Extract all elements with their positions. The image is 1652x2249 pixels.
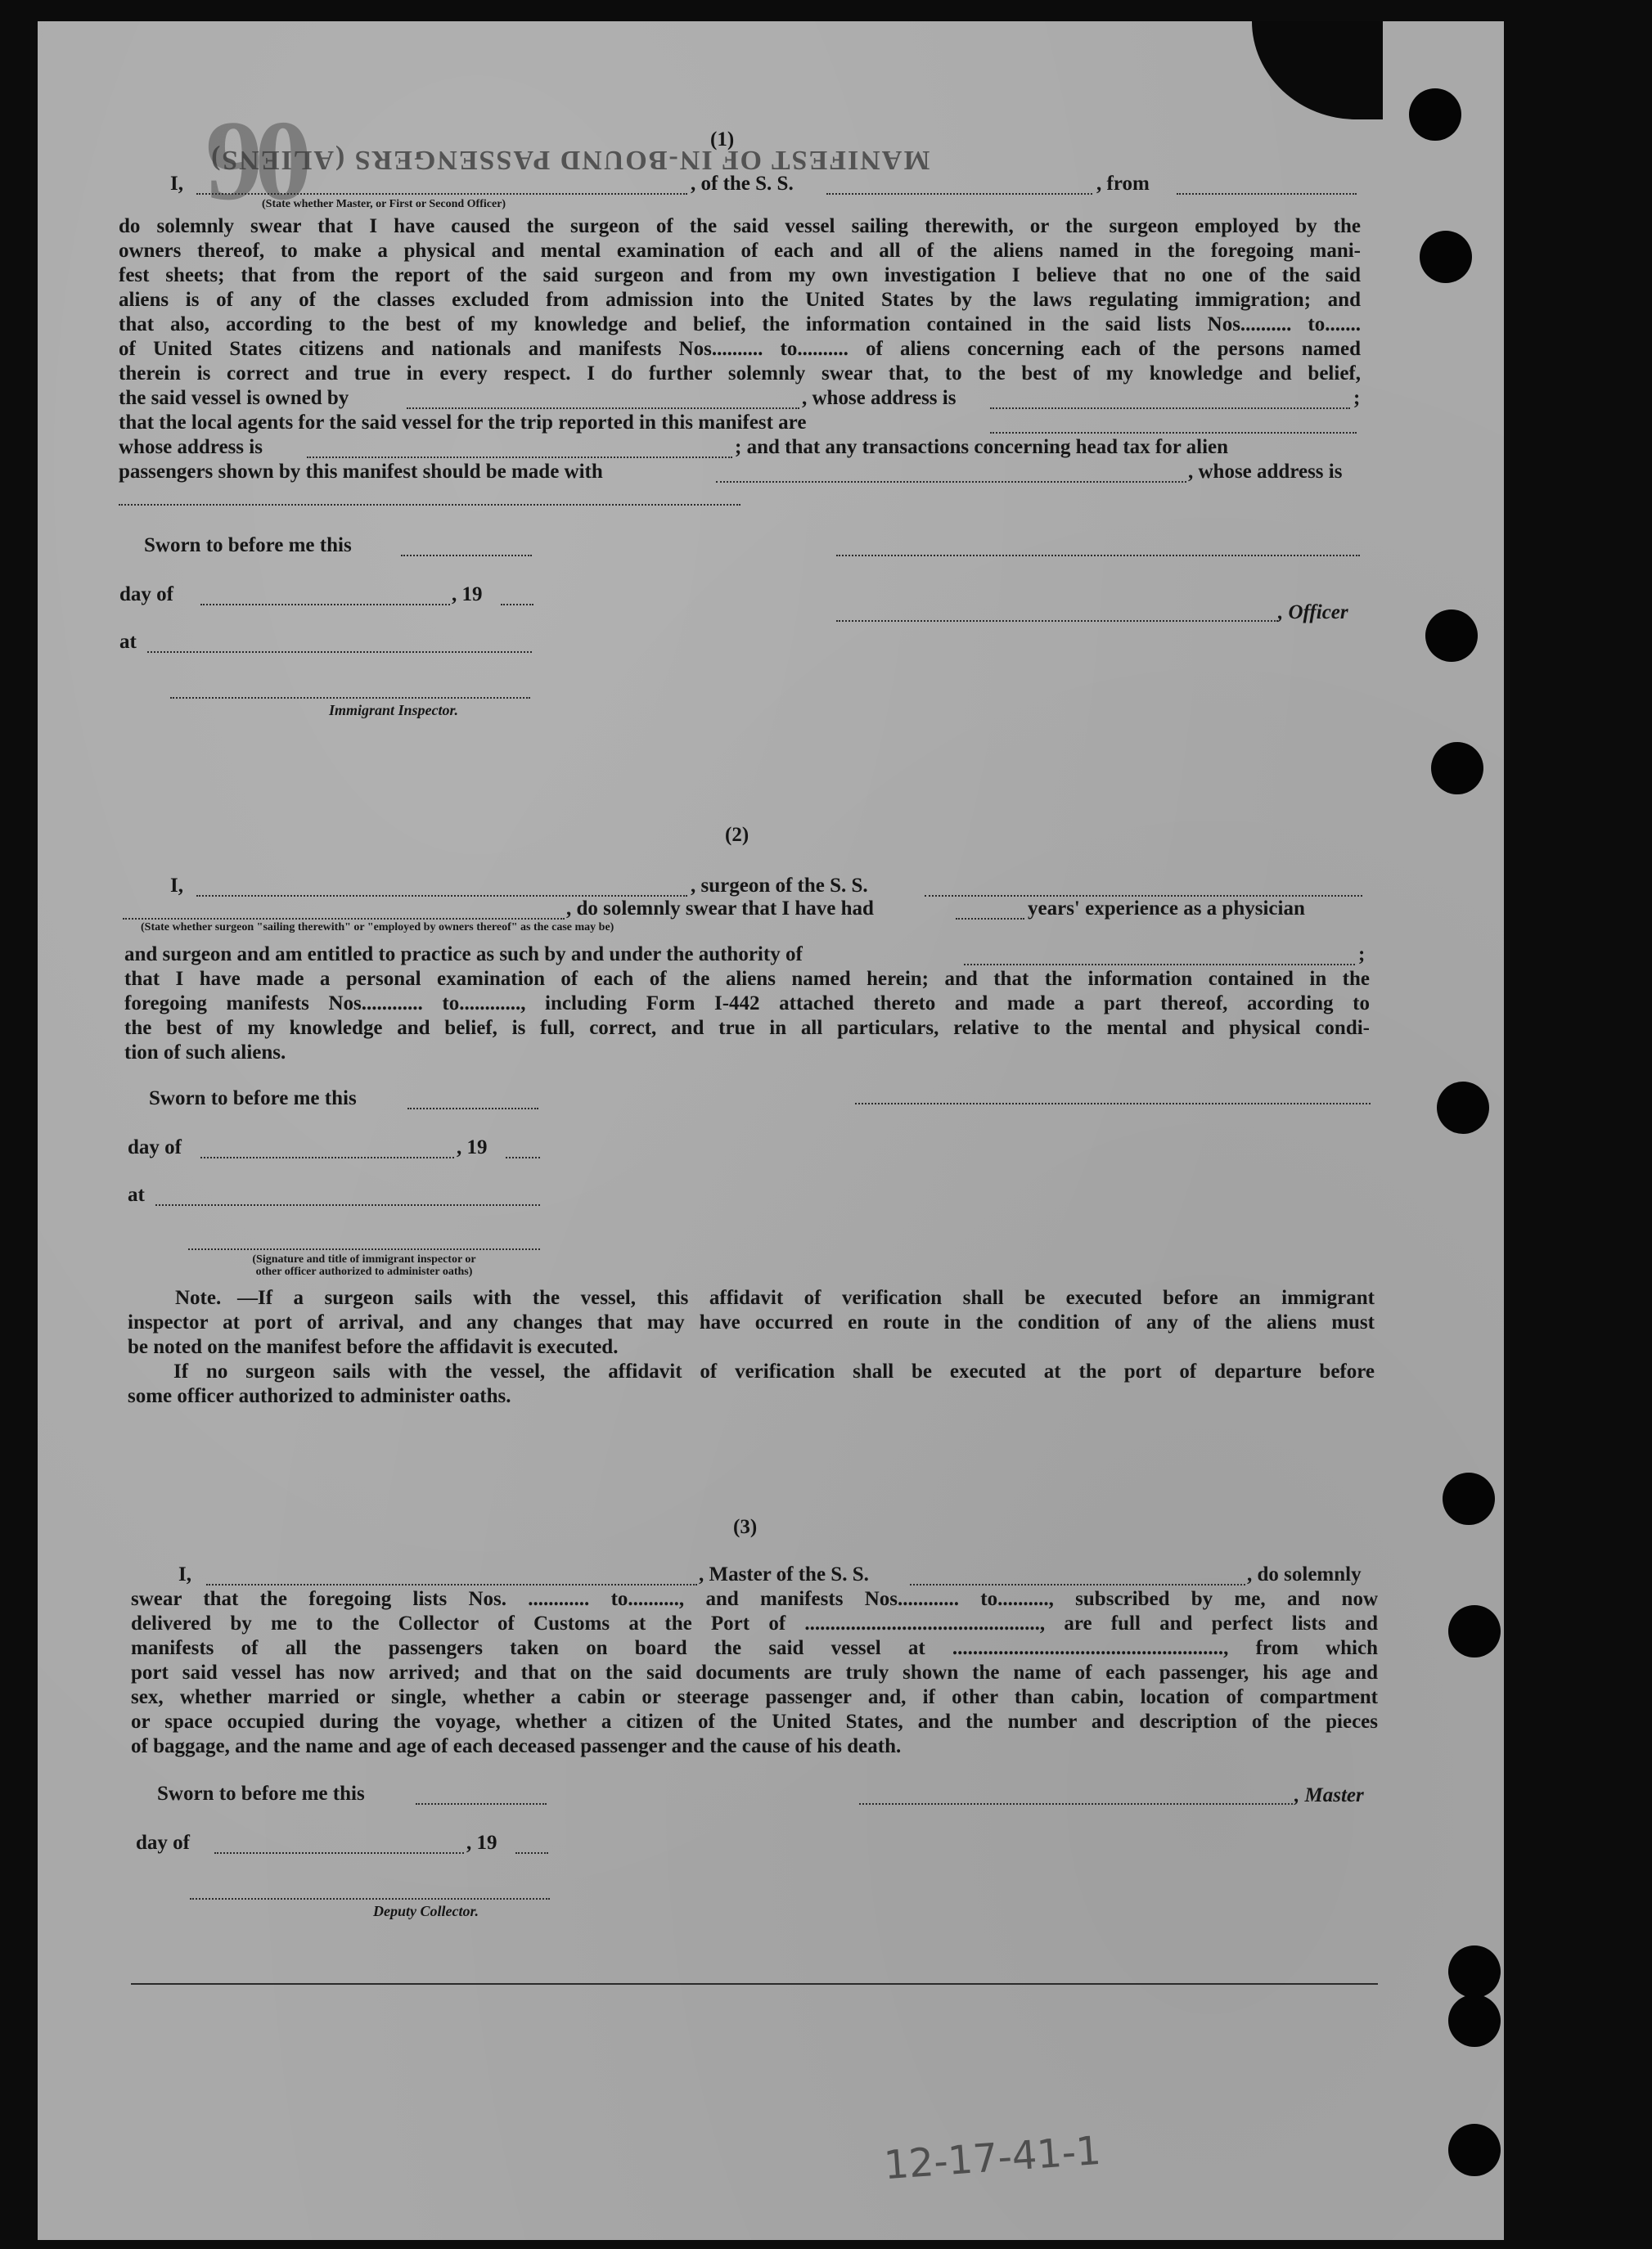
deputy-collector-caption: Deputy Collector. <box>373 1903 479 1919</box>
punch-hole-icon <box>1448 2124 1501 2176</box>
blank-inspector-signature-2 <box>188 1248 540 1250</box>
master-of-ss: , Master of the S. S. <box>699 1563 869 1586</box>
blank-day-2 <box>200 1157 454 1158</box>
section-2-i: I, <box>170 875 183 897</box>
at-label-1: at <box>119 631 137 653</box>
blank-year-2 <box>506 1157 540 1158</box>
blank-at-1 <box>147 651 532 653</box>
bottom-rule <box>131 1983 1378 1985</box>
section-1-i: I, <box>170 173 183 195</box>
punch-hole-icon <box>1448 1995 1501 2047</box>
section-1-line: therein is correct and true in every respect. I do further solemnly swear that, to the best of my knowledge and belief, <box>119 362 1361 385</box>
section-1-caption: (State whether Master, or First or Second Officer) <box>262 198 506 210</box>
blank-vessel-name-3 <box>910 1584 1245 1586</box>
authority-label: and surgeon and am entitled to practice as such by and under the authority of <box>124 943 803 965</box>
blank-head-tax-contact <box>716 481 1186 483</box>
blank-master-name <box>206 1584 697 1586</box>
blank-officer-signature <box>836 555 1360 556</box>
agent-address-label: whose address is <box>119 436 263 458</box>
note-paragraph-2-end: some officer authorized to administer oaths. <box>128 1385 511 1407</box>
punch-hole-icon <box>1425 609 1478 662</box>
at-label-2: at <box>128 1184 145 1206</box>
section-1-of-ss: , of the S. S. <box>691 173 794 195</box>
blank-local-agents <box>990 432 1357 434</box>
section-1-line: aliens is of any of the classes excluded from admission into the United States by the laws regulating immigration; and <box>119 289 1361 311</box>
blank-day-3 <box>214 1852 464 1854</box>
punch-hole-icon <box>1437 1082 1489 1134</box>
sworn-label-2: Sworn to before me this <box>149 1087 357 1109</box>
blank-day-1 <box>200 604 450 605</box>
section-3-line: manifests of all the passengers taken on board the said vessel at ....................................................., from which <box>131 1637 1378 1659</box>
owner-address-label: , whose address is <box>802 387 957 409</box>
blank-vessel-name <box>826 193 1092 195</box>
note-line: inspector at port of arrival, and any changes that may have occurred en route in the condition of any of the aliens must <box>128 1311 1375 1334</box>
section-1-number: (1) <box>710 128 735 151</box>
section-1-line: fest sheets; that from the report of the said surgeon and from my own investigation I believe that no one of the said <box>119 264 1361 286</box>
local-agents-label: that the local agents for the said vessel for the trip reported in this manifest are <box>119 412 807 434</box>
note-line: —If a surgeon sails with the vessel, this affidavit of verification shall be executed before an immigrant <box>237 1287 1375 1309</box>
section-1-line: of United States citizens and nationals and manifests Nos.......... to.......... of aliens concerning each of the persons named <box>119 338 1361 360</box>
signature-caption-1: (Signature and title of immigrant inspector or <box>252 1253 476 1266</box>
blank-year-3 <box>515 1852 548 1854</box>
semicolon: ; <box>1353 387 1361 409</box>
section-1-from: , from <box>1096 173 1150 195</box>
sworn-label-3: Sworn to before me this <box>157 1783 365 1805</box>
section-2-caption: (State whether surgeon "sailing therewith" or "employed by owners thereof" as the case may be) <box>141 921 614 933</box>
section-3-i: I, <box>178 1563 191 1586</box>
blank-owner <box>407 407 799 409</box>
section-2-line: that I have made a personal examination of each of the aliens named herein; and that the information contained in the <box>124 968 1370 990</box>
blank-authority <box>964 964 1355 965</box>
blank-surgeon-signature <box>855 1103 1371 1104</box>
blank-surgeon-status <box>123 918 565 920</box>
signature-caption-2: other officer authorized to administer oaths) <box>255 1266 473 1278</box>
day-of-label-2: day of <box>128 1136 182 1158</box>
years-experience: years' experience as a physician <box>1028 897 1305 920</box>
bleed-through-stamp: MANIFEST OF IN-BOUND PASSENGERS (ALIENS) <box>209 145 930 175</box>
blank-sworn-3 <box>416 1803 547 1805</box>
punch-hole-icon <box>1448 1605 1501 1658</box>
officer-label: , Officer <box>1278 601 1348 623</box>
section-1-line: do solemnly swear that I have caused the surgeon of the said vessel sailing therewith, or the surgeon employed by the <box>119 215 1361 237</box>
blank-officer-name <box>196 193 687 195</box>
do-solemnly: , do solemnly <box>1247 1563 1362 1586</box>
note-label: Note. <box>175 1287 222 1309</box>
passengers-line: passengers shown by this manifest should be made with <box>119 461 603 483</box>
blank-inspector-signature <box>170 697 530 699</box>
section-2-number: (2) <box>725 824 749 846</box>
immigrant-inspector-caption: Immigrant Inspector. <box>329 702 459 718</box>
head-tax-text: ; and that any transactions concerning head tax for alien <box>735 436 1229 458</box>
section-3-line: port said vessel has now arrived; and that on the said documents are truly shown the name of each passenger, his age and <box>131 1662 1378 1684</box>
day-of-label-1: day of <box>119 583 173 605</box>
blank-deputy-signature <box>190 1898 550 1900</box>
blank-from-port <box>1177 193 1357 195</box>
blank-owner-address <box>990 407 1350 409</box>
section-2-line: foregoing manifests Nos............ to............, including Form I-442 attached thereto and made a part thereof, according to <box>124 992 1370 1014</box>
punch-hole-icon <box>1420 231 1472 283</box>
blank-at-2 <box>155 1204 540 1206</box>
section-3-last-line: of baggage, and the name and age of each deceased passenger and the cause of his death. <box>131 1735 902 1757</box>
blank-officer-line <box>836 620 1278 622</box>
section-3-number: (3) <box>733 1516 758 1538</box>
head-tax-address-label: , whose address is <box>1188 461 1343 483</box>
section-3-line: or space occupied during the voyage, whether a citizen of the United States, and the number and description of the pieces <box>131 1711 1378 1733</box>
semicolon: ; <box>1358 943 1366 965</box>
blank-years <box>956 918 1024 920</box>
master-label: , Master <box>1294 1784 1364 1806</box>
do-solemnly-swear: , do solemnly swear that I have had <box>566 897 874 920</box>
section-1-line: that also, according to the best of my knowledge and belief, the information contained in the said lists Nos.......... to....... <box>119 313 1361 335</box>
bleed-through-form-number: 90 <box>205 97 304 224</box>
blank-master-signature <box>859 1803 1293 1805</box>
section-2-last-line: tion of such aliens. <box>124 1041 286 1064</box>
blank-sworn-1 <box>401 555 532 556</box>
day-of-label-3: day of <box>136 1832 190 1854</box>
section-3-line: delivered by me to the Collector of Customs at the Port of .............................................., are full and perfect lists and <box>131 1613 1378 1635</box>
handwritten-footer: 12-17-41-1 <box>882 2127 1103 2189</box>
year-label-2: , 19 <box>457 1136 488 1158</box>
punch-hole-icon <box>1409 88 1461 141</box>
punch-hole-icon <box>1443 1473 1495 1525</box>
section-3-line: sex, whether married or single, whether a cabin or steerage passenger and, if other than cabin, location of compartment <box>131 1686 1378 1708</box>
punch-hole-icon <box>1448 1945 1501 1998</box>
sworn-label-1: Sworn to before me this <box>144 534 352 556</box>
blank-agent-address <box>307 457 732 458</box>
year-label-3: , 19 <box>466 1832 497 1854</box>
blank-sworn-2 <box>407 1108 538 1109</box>
year-label-1: , 19 <box>452 583 483 605</box>
blank-head-tax-address <box>119 504 740 506</box>
section-3-line: swear that the foregoing lists Nos. ............ to.........., and manifests Nos............ to.........., subscribed by me, and now <box>131 1588 1378 1610</box>
owned-by-label: the said vessel is owned by <box>119 387 349 409</box>
blank-year-1 <box>501 604 533 605</box>
punch-hole-icon <box>1431 742 1483 794</box>
note-line-3: be noted on the manifest before the affidavit is executed. <box>128 1336 619 1358</box>
section-1-line: owners thereof, to make a physical and mental examination of each and all of the aliens named in the foregoing mani- <box>119 240 1361 262</box>
note-paragraph-2: If no surgeon sails with the vessel, the affidavit of verification shall be executed at the port of departure before <box>173 1361 1375 1383</box>
surgeon-of-ss: , surgeon of the S. S. <box>691 875 868 897</box>
section-2-line: the best of my knowledge and belief, is full, correct, and true in all particulars, relative to the mental and physical condi- <box>124 1017 1370 1039</box>
